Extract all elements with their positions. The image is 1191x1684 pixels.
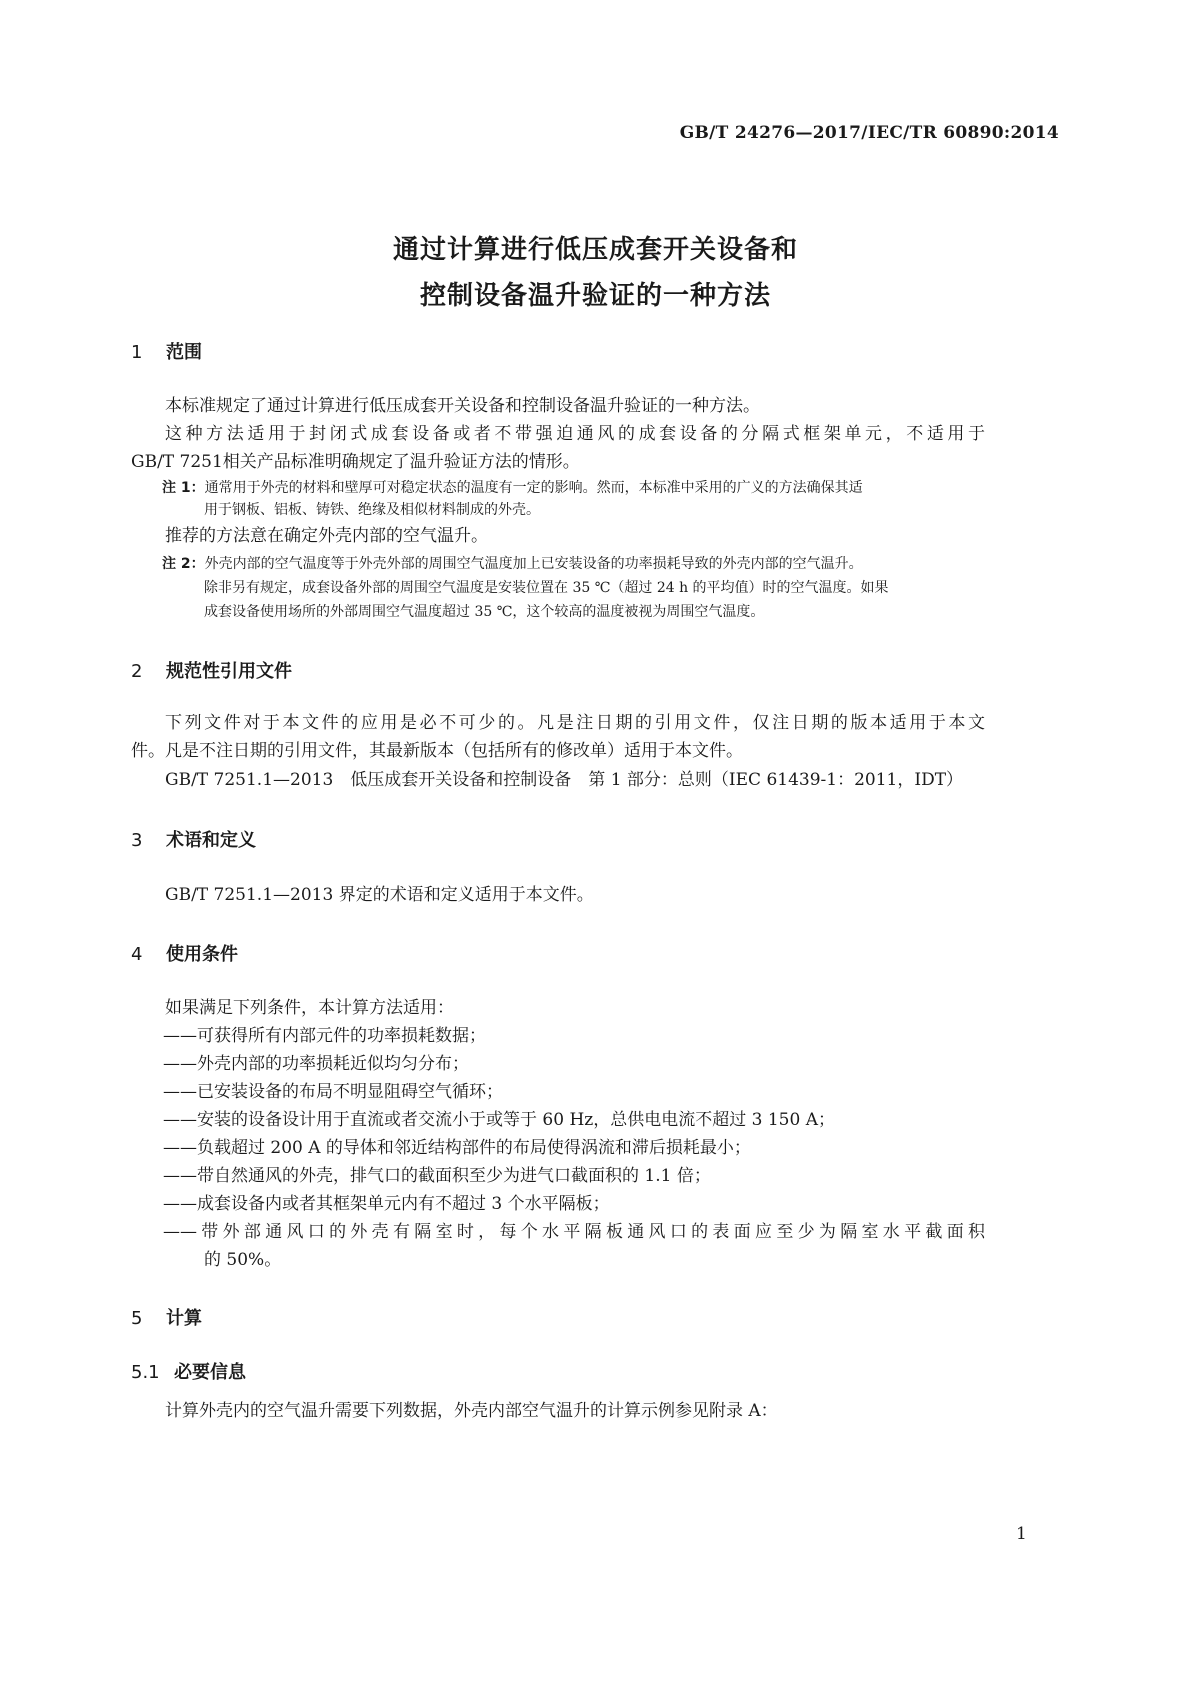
section-heading-1 (131, 338, 202, 364)
list-item: ——可获得所有内部元件的功率损耗数据； (163, 1026, 486, 1046)
subsection-title: 必要信息 (174, 1362, 246, 1383)
section-number: 1 (131, 342, 143, 363)
list-item: ——带自然通风的外壳，排气口的截面积至少为进气口截面积的 1.1 倍； (163, 1166, 711, 1186)
note-2-line-2: 除非另有规定，成套设备外部的周围空气温度是安装位置在 35 ℃（超过 24 h 的平均值）时的空气温度。如果 (204, 580, 889, 596)
section-number: 4 (131, 944, 143, 965)
normative-reference: GB/T 7251.1—2013 低压成套开关设备和控制设备 第 1 部分：总则（IEC 61439-1：2011，IDT） (165, 770, 964, 790)
list-item: ——已安装设备的布局不明显阻碍空气循环； (163, 1082, 503, 1102)
section-number: 3 (131, 830, 143, 851)
list-item: ——负载超过 200 A 的导体和邻近结构部件的布局使得涡流和滞后损耗最小； (163, 1138, 751, 1158)
subsection-heading-5-1 (131, 1358, 246, 1384)
note-text: 外壳内部的空气温度等于外壳外部的周围空气温度加上已安装设备的功率损耗导致的外壳内部的空气温升。 (204, 556, 863, 572)
section-heading-4 (131, 940, 238, 966)
document-title (0, 227, 1191, 319)
note-1-line-2: 用于钢板、铝板、铸铁、绝缘及相似材料制成的外壳。 (204, 502, 540, 518)
note-1 (162, 478, 863, 498)
conditions-intro: 如果满足下列条件，本计算方法适用： (165, 998, 454, 1018)
list-item: ——安装的设备设计用于直流或者交流小于或等于 60 Hz，总供电电流不超过 3 150 A； (163, 1110, 835, 1130)
normative-paragraph-line-2: 件。凡是不注日期的引用文件，其最新版本（包括所有的修改单）适用于本文件。 (131, 741, 743, 761)
scope-paragraph-3: 推荐的方法意在确定外壳内部的空气温升。 (165, 526, 488, 546)
subsection-number: 5.1 (131, 1362, 160, 1383)
document-title-line-2: 控制设备温升验证的一种方法 (419, 281, 771, 311)
section-number: 5 (131, 1308, 143, 1329)
section-number: 2 (131, 661, 143, 682)
list-item: ——带外部通风口的外壳有隔室时，每个水平隔板通风口的表面应至少为隔室水平截面积 (163, 1222, 985, 1242)
section-title: 规范性引用文件 (166, 661, 292, 682)
document-title-line-1: 通过计算进行低压成套开关设备和 (392, 235, 798, 265)
normative-paragraph-line-1: 下列文件对于本文件的应用是必不可少的。凡是注日期的引用文件，仅注日期的版本适用于本文 (165, 713, 985, 733)
scope-paragraph-2-line-1: 这种方法适用于封闭式成套设备或者不带强迫通风的成套设备的分隔式框架单元，不适用于 (165, 424, 985, 444)
note-text: 通常用于外壳的材料和壁厚可对稳定状态的温度有一定的影响。然而，本标准中采用的广义的方法确保其适 (204, 480, 863, 496)
scope-paragraph-2-line-2: GB/T 7251相关产品标准明确规定了温升验证方法的情形。 (131, 452, 580, 472)
section-heading-2 (131, 657, 292, 683)
standard-number: GB/T 24276—2017/IEC/TR 60890:2014 (679, 123, 1059, 143)
section-title: 使用条件 (166, 944, 238, 965)
section-title: 术语和定义 (166, 830, 256, 851)
note-label: 注 2： (162, 556, 205, 572)
section-heading-3 (131, 826, 256, 852)
note-2 (162, 554, 863, 574)
necessary-info-paragraph: 计算外壳内的空气温升需要下列数据，外壳内部空气温升的计算示例参见附录 A： (165, 1401, 778, 1421)
scope-paragraph-1: 本标准规定了通过计算进行低压成套开关设备和控制设备温升验证的一种方法。 (165, 396, 760, 416)
page-number: 1 (1016, 1524, 1027, 1544)
section-title: 计算 (166, 1308, 202, 1329)
terms-paragraph: GB/T 7251.1—2013 界定的术语和定义适用于本文件。 (165, 885, 594, 905)
note-label: 注 1： (162, 480, 205, 496)
note-2-line-3: 成套设备使用场所的外部周围空气温度超过 35 ℃，这个较高的温度被视为周围空气温度。 (204, 604, 765, 620)
list-item: ——成套设备内或者其框架单元内有不超过 3 个水平隔板； (163, 1194, 610, 1214)
section-title: 范围 (166, 342, 202, 363)
list-item: ——外壳内部的功率损耗近似均匀分布； (163, 1054, 469, 1074)
section-heading-5 (131, 1304, 202, 1330)
list-item-continuation: 的 50%。 (204, 1250, 282, 1270)
